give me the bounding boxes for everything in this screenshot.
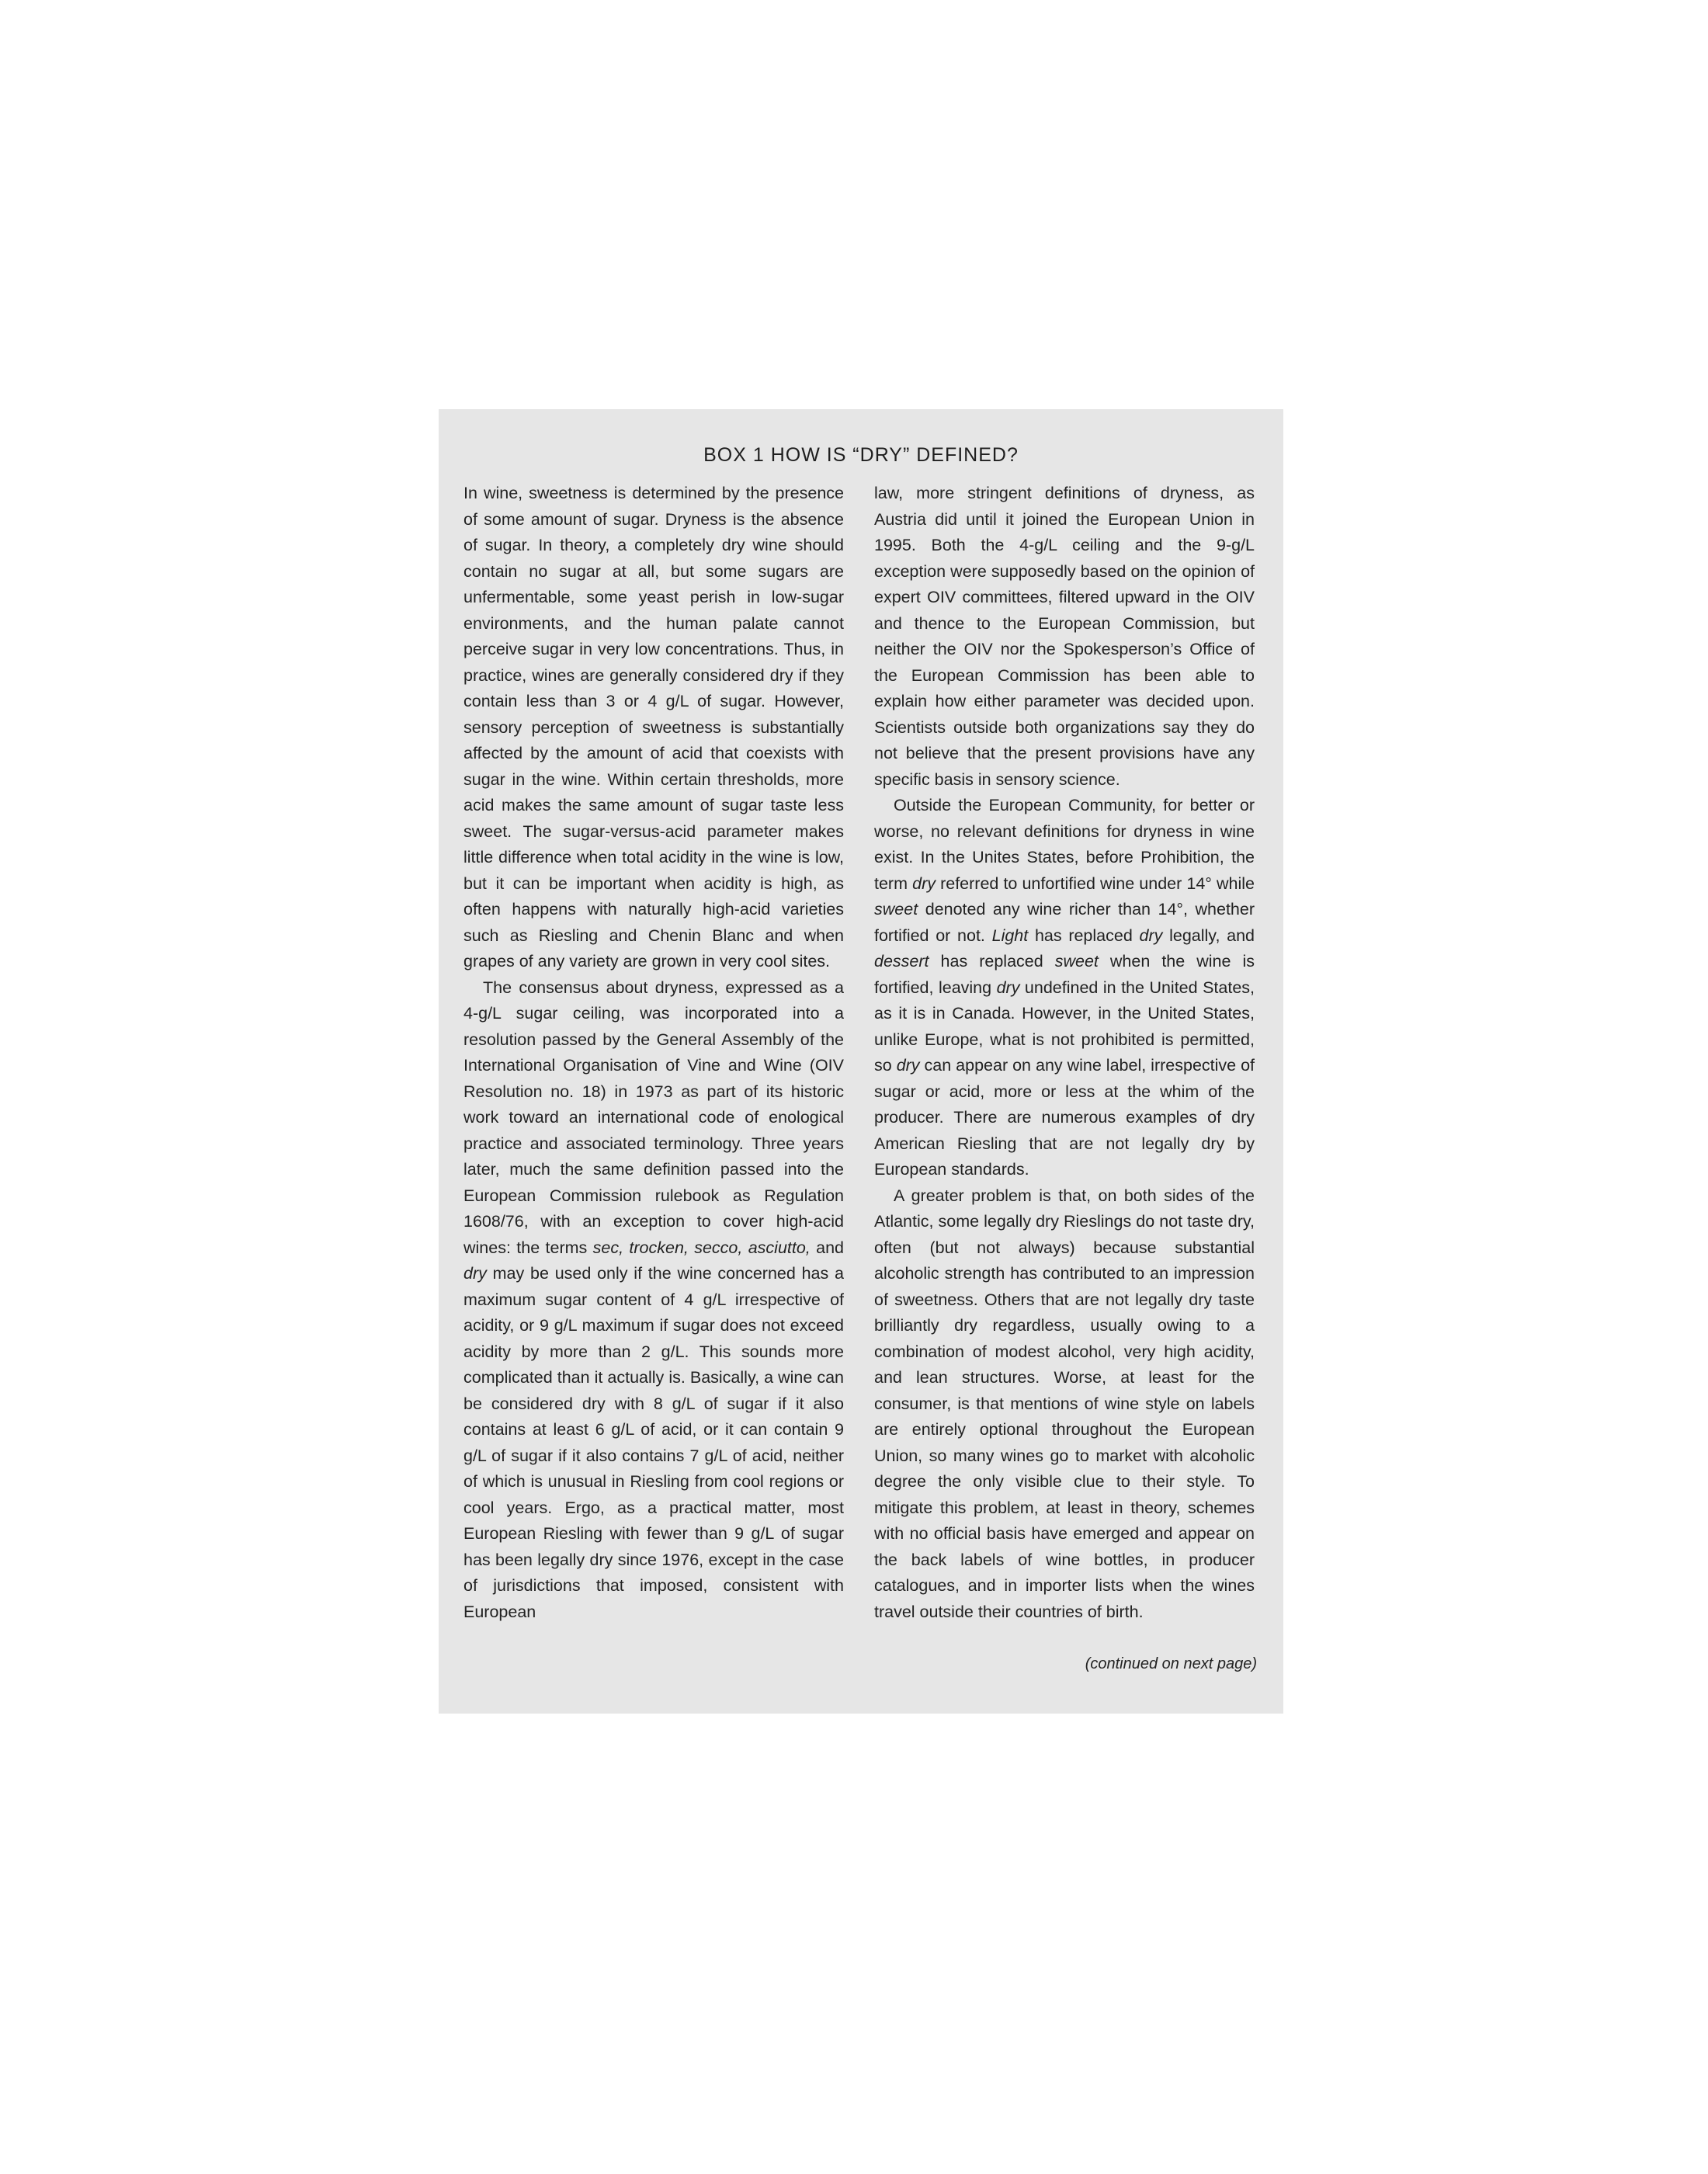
right-column	[874, 481, 1255, 1625]
sidebar-box	[439, 409, 1283, 1714]
paragraph: A greater problem is that, on both sides of the Atlantic, some legally dry Rieslings do not taste dry, often (but not always) because substantial alcoholic strength has contributed to an impression of sweetness. Others that are not legally dry taste brilliantly dry regardless, usually owing to a combination of modest alcohol, very high acidity, and lean structures. Worse, at least for the consumer, is that mentions of wine style on labels are entirely optional throughout the European Union, so many wines go to market with alcoholic degree the only visible clue to their style. To mitigate this problem, at least in theory, schemes with no official basis have emerged and appear on the back labels of wine bottles, in producer catalogues, and in importer lists when the wines travel outside their countries of birth.	[874, 1186, 1255, 1621]
paragraph: In wine, sweetness is determined by the presence of some amount of sugar. Dryness is the absence of sugar. In theory, a completely dry wine should contain no sugar at all, but some sugars are unfermentable, some yeast perish in low-sugar environments, and the human palate cannot perceive sugar in very low concentrations. Thus, in practice, wines are generally considered dry if they contain less than 3 or 4 g/L of sugar. However, sensory perception of sweetness is substantially affected by the amount of acid that coexists with sugar in the wine. Within certain thresholds, more acid makes the same amount of sugar taste less sweet. The sugar-versus-acid parameter makes little difference when total acidity in the wine is low, but it can be important when acidity is high, as often happens with naturally high-acid varieties such as Riesling and Chenin Blanc and when grapes of any variety are grown in very cool sites.	[463, 484, 844, 971]
paragraph: law, more stringent definitions of dryness, as Austria did until it joined the European Union in 1995. Both the 4-g/L ceiling and the 9-g/L exception were supposedly based on the opinion of expert OIV committees, filtered upward in the OIV and thence to the European Commission, but neither the OIV nor the Spokesperson’s Office of the European Commission has been able to explain how either parameter was decided upon. Scientists outside both organizations say they do not believe that the present provisions have any specific basis in sensory science.	[874, 484, 1255, 789]
continued-note: (continued on next page)	[1085, 1655, 1257, 1672]
left-column	[463, 481, 844, 1625]
paragraph: Outside the European Community, for better or worse, no relevant definitions for dryness in wine exist. In the Unites States, before Prohibition, the term dry referred to unfortified wine under 14° while sweet denoted any wine richer than 14°, whether fortified or not. Light has replaced dry legally, and dessert has replaced sweet when the wine is fortified, leaving dry undefined in the United States, as it is in Canada. However, in the United States, unlike Europe, what is not prohibited is permitted, so dry can appear on any wine label, irrespective of sugar or acid, more or less at the whim of the producer. There are numerous examples of dry American Riesling that are not legally dry by European standards.	[874, 796, 1255, 1179]
paragraph: The consensus about dryness, expressed as a 4-g/L sugar ceiling, was incorporated into a resolution passed by the General Assembly of the International Organisation of Vine and Wine (OIV Resolution no. 18) in 1973 as part of its historic work toward an international code of enological practice and associated terminology. Three years later, much the same definition passed into the European Commission rulebook as Regulation 1608/76, with an exception to cover high-acid wines: the terms sec, trocken, secco, asciutto, and dry may be used only if the wine concerned has a maximum sugar content of 4 g/L irrespective of acidity, or 9 g/L maximum if sugar does not exceed acidity by more than 2 g/L. This sounds more complicated than it actually is. Basically, a wine can be considered dry with 8 g/L of sugar if it also contains at least 6 g/L of acid, or it can contain 9 g/L of sugar if it also contains 7 g/L of acid, neither of which is unusual in Riesling from cool regions or cool years. Ergo, as a practical matter, most European Riesling with fewer than 9 g/L of sugar has been legally dry since 1976, except in the case of jurisdictions that imposed, consistent with European	[463, 978, 844, 1621]
box-title: BOX 1 HOW IS “DRY” DEFINED?	[703, 444, 1019, 466]
